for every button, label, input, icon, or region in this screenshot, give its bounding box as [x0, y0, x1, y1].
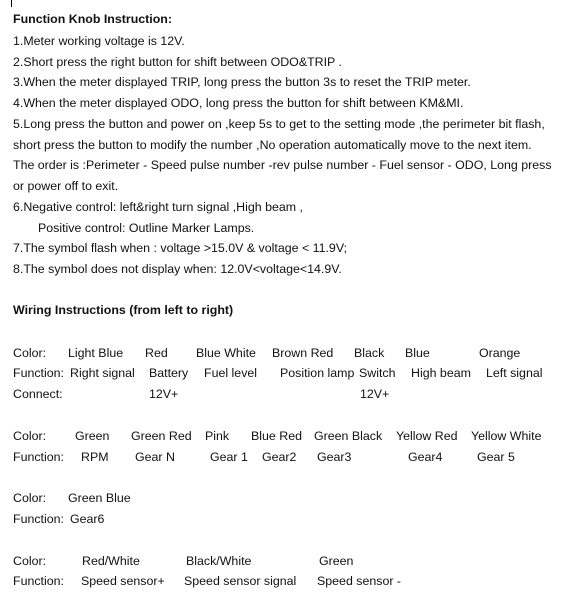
wire-function: Fuel level: [204, 366, 258, 380]
wire-color: Black/White: [186, 554, 252, 568]
wire-color: Blue: [405, 346, 430, 360]
wire-function: High beam: [411, 366, 471, 380]
knob-line-5: 5.Long press the button and power on ,keep 5s to get to the setting mode ,the perimeter bit flash,: [13, 117, 545, 131]
wire-color: Yellow White: [471, 429, 542, 443]
wire-color: Green Black: [314, 429, 383, 443]
function-label: Function:: [13, 574, 64, 588]
connect-label: Connect:: [13, 387, 63, 401]
knob-line-5-cont-3: or power off to exit.: [13, 179, 119, 193]
wire-function: Left signal: [486, 366, 543, 380]
knob-line-5-cont-1: short press the button to modify the number ,No operation automatically move to the next item.: [13, 138, 532, 152]
color-label: Color:: [13, 554, 47, 568]
wire-color: Green: [75, 429, 110, 443]
wire-color: Yellow Red: [396, 429, 458, 443]
wire-function: Gear N: [135, 450, 175, 464]
wiring-heading: Wiring Instructions (from left to right): [13, 303, 234, 317]
wire-function: Gear 1: [210, 450, 248, 464]
color-label: Color:: [13, 491, 47, 505]
wire-color: Green: [319, 554, 354, 568]
wire-function: Speed sensor+: [81, 574, 165, 588]
text-cursor: [11, 0, 12, 7]
wire-connect: 12V+: [149, 387, 179, 401]
wire-function: Speed sensor signal: [184, 574, 297, 588]
wire-function: Gear2: [262, 450, 297, 464]
wire-connect: 12V+: [360, 387, 390, 401]
wire-function: Right signal: [70, 366, 135, 380]
wire-function: Position lamp: [280, 366, 355, 380]
knob-line-6: 6.Negative control: left&right turn signal ,High beam ,: [13, 200, 303, 214]
wire-function: Battery: [149, 366, 189, 380]
wire-function: Gear 5: [477, 450, 515, 464]
wire-color: Light Blue: [68, 346, 124, 360]
function-label: Function:: [13, 450, 64, 464]
wire-color: Orange: [479, 346, 521, 360]
knob-line-2: 2.Short press the right button for shift between ODO&TRIP .: [13, 55, 342, 69]
wire-color: Brown Red: [272, 346, 334, 360]
function-label: Function:: [13, 512, 64, 526]
wire-color: Red: [145, 346, 168, 360]
wire-color: Red/White: [82, 554, 140, 568]
wire-function: Gear6: [70, 512, 105, 526]
color-label: Color:: [13, 429, 47, 443]
knob-line-3: 3.When the meter displayed TRIP, long press the button 3s to reset the TRIP meter.: [13, 75, 471, 89]
wire-color: Green Blue: [68, 491, 131, 505]
wire-function: Gear3: [317, 450, 352, 464]
function-label: Function:: [13, 366, 64, 380]
knob-line-4: 4.When the meter displayed ODO, long press the button for shift between KM&MI.: [13, 96, 464, 110]
wire-color: Pink: [205, 429, 230, 443]
knob-line-5-cont-2: The order is :Perimeter - Speed pulse number -rev pulse number - Fuel sensor - ODO, Long press: [13, 158, 552, 172]
wire-color: Blue White: [196, 346, 256, 360]
knob-line-1: 1.Meter working voltage is 12V.: [13, 34, 185, 48]
knob-line-6-positive: Positive control: Outline Marker Lamps.: [38, 221, 255, 235]
wire-function: Gear4: [408, 450, 443, 464]
wire-function: RPM: [81, 450, 109, 464]
wire-color: Black: [354, 346, 385, 360]
wire-color: Blue Red: [251, 429, 302, 443]
wire-function: Speed sensor -: [317, 574, 402, 588]
wire-color: Green Red: [131, 429, 192, 443]
knob-line-8: 8.The symbol does not display when: 12.0V<voltage<14.9V.: [13, 262, 342, 276]
knob-line-7: 7.The symbol flash when : voltage >15.0V & voltage < 11.9V;: [13, 241, 348, 255]
knob-heading: Function Knob Instruction:: [13, 12, 172, 26]
color-label: Color:: [13, 346, 47, 360]
wire-function: Switch: [359, 366, 396, 380]
